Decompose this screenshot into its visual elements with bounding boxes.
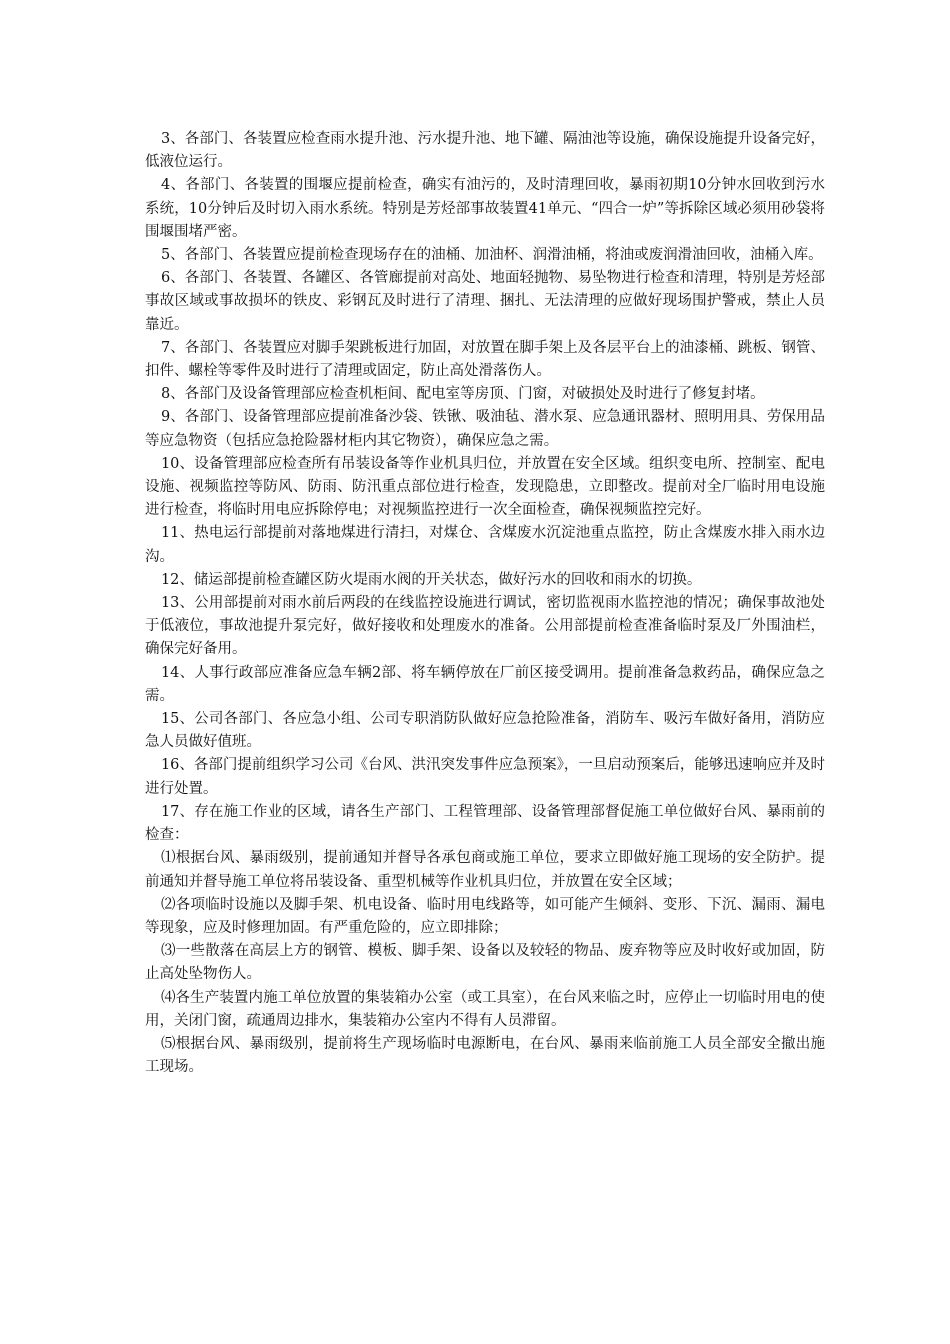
paragraph-item-5: 5、各部门、各装置应提前检查现场存在的油桶、加油杯、润滑油桶，将油或废润滑油回收，油桶入库。 bbox=[160, 247, 823, 264]
paragraph-item-4: 4、各部门、各装置的围堰应提前检查，确实有油污的，及时清理回收，暴雨初期10分钟水回收到污水系统，10分钟后及时切入雨水系统。特别是芳烃部事故装置41单元、“四合一炉”等拆除区域必须用砂袋将围堰围堵严密。 bbox=[145, 177, 825, 240]
paragraph-item-16: 16、各部门提前组织学习公司《台风、洪汛突发事件应急预案》，一旦启动预案后，能够迅速响应并及时进行处置。 bbox=[145, 757, 825, 797]
paragraph-item-9: 9、各部门、设备管理部应提前准备沙袋、铁锹、吸油毡、潜水泵、应急通讯器材、照明用具、劳保用品等应急物资（包括应急抢险器材柜内其它物资），确保应急之需。 bbox=[145, 409, 825, 449]
sub-item-4: ⑷各生产装置内施工单位放置的集装箱办公室（或工具室），在台风来临之时，应停止一切临时用电的使用，关闭门窗，疏通周边排水，集装箱办公室内不得有人员滞留。 bbox=[145, 989, 825, 1029]
paragraph-item-7: 7、各部门、各装置应对脚手架跳板进行加固，对放置在脚手架上及各层平台上的油漆桶、跳板、钢管、扣件、螺栓等零件及时进行了清理或固定，防止高处滑落伤人。 bbox=[145, 339, 825, 380]
sub-item-3: ⑶一些散落在高层上方的钢管、模板、脚手架、设备以及较轻的物品、废弃物等应及时收好或加固，防止高处坠物伤人。 bbox=[145, 943, 825, 983]
document-body bbox=[145, 128, 825, 1079]
paragraph-item-15: 15、公司各部门、各应急小组、公司专职消防队做好应急抢险准备，消防车、吸污车做好备用，消防应急人员做好值班。 bbox=[145, 711, 825, 751]
paragraph-item-3: 3、各部门、各装置应检查雨水提升池、污水提升池、地下罐、隔油池等设施，确保设施提升设备完好，低液位运行。 bbox=[145, 131, 825, 171]
sub-item-5: ⑸根据台风、暴雨级别，提前将生产现场临时电源断电，在台风、暴雨来临前施工人员全部安全撤出施工现场。 bbox=[145, 1035, 825, 1076]
paragraph-item-17: 17、存在施工作业的区域，请各生产部门、工程管理部、设备管理部督促施工单位做好台风、暴雨前的检查： bbox=[145, 803, 825, 844]
sub-item-2: ⑵各项临时设施以及脚手架、机电设备、临时用电线路等，如可能产生倾斜、变形、下沉、漏雨、漏电等现象，应及时修理加固。有严重危险的，应立即排除； bbox=[145, 896, 825, 936]
paragraph-item-12: 12、储运部提前检查罐区防火堤雨水阀的开关状态，做好污水的回收和雨水的切换。 bbox=[160, 571, 702, 588]
paragraph-item-10: 10、设备管理部应检查所有吊装设备等作业机具归位，并放置在安全区域。组织变电所、控制室、配电设施、视频监控等防风、防雨、防汛重点部位进行检查，发现隐患，立即整改。提前对全厂临时用电设施进行检查，将临时用电应拆除停电；对视频监控进行一次全面检查，确保视频监控完好。 bbox=[145, 455, 825, 519]
paragraph-item-14: 14、人事行政部应准备应急车辆2部、将车辆停放在厂前区接受调用。提前准备急救药品，确保应急之需。 bbox=[145, 664, 825, 704]
paragraph-item-11: 11、热电运行部提前对落地煤进行清扫，对煤仓、含煤废水沉淀池重点监控，防止含煤废水排入雨水边沟。 bbox=[145, 525, 825, 565]
paragraph-item-6: 6、各部门、各装置、各罐区、各管廊提前对高处、地面轻抛物、易坠物进行检查和清理，特别是芳烃部事故区域或事故损坏的铁皮、彩钢瓦及时进行了清理、捆扎、无法清理的应做好现场围护警戒，禁止人员靠近。 bbox=[145, 270, 825, 333]
sub-item-1: ⑴根据台风、暴雨级别，提前通知并督导各承包商或施工单位，要求立即做好施工现场的安全防护。提前通知并督导施工单位将吊装设备、重型机械等作业机具归位，并放置在安全区域； bbox=[145, 850, 825, 890]
paragraph-item-8: 8、各部门及设备管理部应检查机柜间、配电室等房顶、门窗，对破损处及时进行了修复封堵。 bbox=[160, 386, 765, 403]
paragraph-item-13: 13、公用部提前对雨水前后两段的在线监控设施进行调试，密切监视雨水监控池的情况；确保事故池处于低液位，事故池提升泵完好，做好接收和处理废水的准备。公用部提前检查准备临时泵及厂外围油栏，确保完好备用。 bbox=[145, 595, 825, 658]
